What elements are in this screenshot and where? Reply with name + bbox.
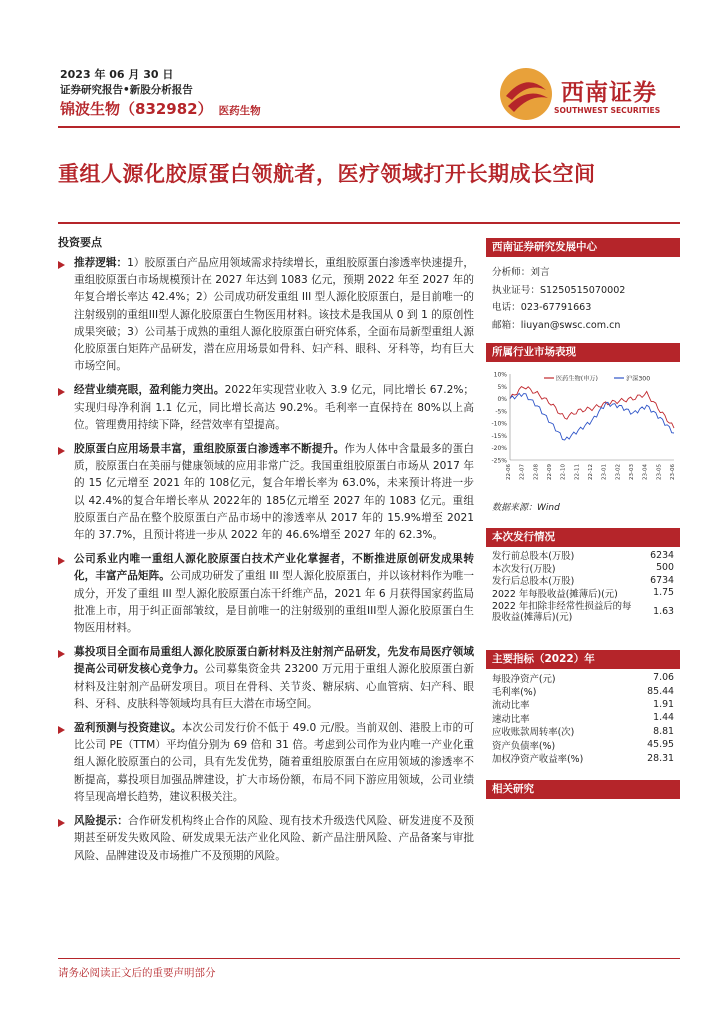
paragraph-lead: 公司系业内唯一重组人源化胶原蛋白技术产业化掌握者，不断推进原创研发成果转化，丰富产品矩阵。 [74, 553, 474, 583]
header-divider [58, 126, 680, 128]
paragraph-text: 1）胶原蛋白产品应用领域需求持续增长，重组胶原蛋白渗透率快速提升，重组胶原蛋白市场规模预计在 2027 年达到 1083 亿元，预期 2022 年至 2027 年的年复合增长率达 42.4%；2）公司成功研发重组 III 型人源化胶原蛋白，是目前唯一的注射级别的重组III型人源化胶原蛋白生物医用材料。该技术是我国从 0 到 1 的原创性成果突破；3）公司基于成熟的重组人源化胶原蛋白研究体系，全面布局新型重组人源化胶原蛋白矩阵产品研发，潜在应用场景如骨科、妇产科、眼科、牙科等，均有巨大市场空间。 [74, 257, 475, 373]
row-value: 6234 [650, 549, 674, 561]
table-row [492, 671, 674, 684]
bullet-icon [58, 819, 65, 827]
paragraph-text: 合作研发机构终止合作的风险、现有技术升级迭代风险、研发进度不及预期甚至研发失败风险、研发成果无法产业化风险、新产品注册风险、产品备案与审批风险、品牌建设及市场推广不及预期的风险。 [74, 815, 475, 862]
research-center-header: 西南证券研究发展中心 [486, 238, 680, 257]
investment-heading: 投资要点 [58, 236, 102, 249]
row-label: 应收账款周转率(次) [492, 727, 575, 739]
row-value: 500 [656, 562, 674, 574]
row-value: 7.06 [653, 672, 674, 684]
bullet-icon [58, 388, 65, 396]
investment-paragraph [58, 720, 474, 806]
row-label: 每股净资产(元) [492, 673, 556, 685]
paragraph-text: 公司募集资金共 23200 万元用于重组人源化胶原蛋白新材料及注射剂产品研发项目。项目在骨科、关节炎、糖尿病、心血管病、妇产科、眼科、牙科、皮肤科等领域均具有巨大潜在市场空间。 [74, 663, 475, 710]
row-label: 发行后总股本(万股) [492, 576, 575, 588]
x-tick-label: 22-11 [574, 464, 581, 480]
investment-paragraph [58, 382, 474, 434]
table-row [492, 725, 674, 738]
investment-body [58, 255, 474, 872]
row-value: 6734 [650, 574, 674, 586]
investment-paragraph [58, 813, 474, 865]
paragraph-lead: 推荐逻辑： [74, 257, 128, 269]
bullet-icon [58, 726, 65, 734]
footer-disclaimer[interactable]: 请务必阅读正文后的重要声明部分 [58, 967, 216, 979]
x-tick-label: 22-08 [533, 464, 540, 480]
y-tick-label: -15% [491, 432, 507, 440]
market-performance-header: 所属行业市场表现 [486, 343, 680, 362]
y-tick-label: 0% [497, 396, 507, 404]
investment-paragraph [58, 644, 474, 713]
table-row [492, 711, 674, 724]
logo-emblem-icon [498, 66, 554, 122]
report-date: 2023 年 06 月 30 日 [60, 68, 174, 81]
investment-paragraph [58, 255, 474, 375]
metrics-table [492, 671, 674, 765]
footer-divider [58, 958, 680, 959]
x-tick-label: 22-09 [547, 464, 553, 480]
row-label: 发行前总股本(万股) [492, 551, 575, 563]
y-tick-label: 10% [493, 371, 507, 379]
bullet-icon [58, 557, 65, 565]
table-row [492, 751, 674, 764]
x-tick-label: 22-12 [588, 464, 594, 480]
row-label: 加权净资产收益率(%) [492, 754, 584, 766]
table-row [492, 698, 674, 711]
table-row [492, 549, 674, 562]
logo-text-cn: 西南证券 [561, 79, 657, 106]
row-label: 本次发行(万股) [492, 563, 556, 575]
issue-table [492, 549, 674, 624]
bullet-icon [58, 447, 65, 455]
y-tick-label: 5% [497, 383, 507, 391]
table-row [492, 574, 674, 587]
chart-source: 数据来源：Wind [492, 503, 560, 513]
analyst-license: 执业证号：S1250515070002 [492, 284, 626, 296]
row-label: 流动比率 [492, 700, 530, 712]
table-row [492, 587, 674, 600]
row-label: 毛利率(%) [492, 687, 537, 699]
related-research-header: 相关研究 [486, 780, 680, 799]
metrics-header: 主要指标（2022）年 [486, 650, 680, 669]
table-row [492, 562, 674, 575]
market-chart [486, 364, 680, 492]
industry-label: 医药生物 [218, 105, 261, 117]
row-value: 1.91 [653, 698, 674, 710]
row-label: 2022 年扣除非经常性损益后的每股收益(摊薄后)(元) [492, 600, 632, 623]
stock-name [60, 98, 261, 119]
row-value: 1.75 [653, 587, 674, 599]
x-tick-label: 23-03 [629, 464, 635, 480]
analyst-name: 分析师：刘言 [492, 267, 550, 278]
paragraph-text: 2022年实现营业收入 3.9 亿元，同比增长 67.2%；实现归母净利润 1.1 亿元，同比增长高达 90.2%。毛利率一直保持在 80%以上高位。管理费用持续下降，经营效率有望提高。 [74, 384, 474, 431]
investment-paragraph [58, 441, 474, 544]
table-row [492, 738, 674, 751]
x-tick-label: 23-05 [656, 464, 663, 480]
report-type: 证券研究报告•新股分析报告 [60, 84, 193, 96]
x-tick-label: 23-02 [615, 464, 622, 480]
issue-header: 本次发行情况 [486, 528, 680, 547]
legend-label: 沪深300 [626, 375, 651, 383]
paragraph-text: 本次公司发行价不低于 49.0 元/股。当前双创、港股上市的可比公司 PE（TTM）平均值分别为 69 倍和 31 倍。考虑到公司作为业内唯一产业化重组人源化胶原蛋白的公司，具有先发优势，随着重组胶原蛋白在应用领域的渗透率不断提高，募投项目加强品牌建设，扩大市场份额，布局不同下游应用领域，公司业绩将呈现高增长趋势，建议积极关注。 [74, 722, 475, 803]
y-tick-label: -10% [491, 420, 507, 428]
logo-text-en: SOUTHWEST SECURITIES [554, 106, 661, 115]
x-tick-label: 23-06 [670, 464, 676, 480]
y-tick-label: -20% [491, 445, 507, 453]
row-label: 2022 年每股收益(摊薄后)(元) [492, 588, 618, 600]
analyst-phone: 电话：023-67791663 [492, 302, 592, 313]
x-tick-label: 22-07 [519, 464, 526, 480]
table-row [492, 599, 674, 624]
market-chart-svg [486, 364, 680, 492]
row-value: 85.44 [647, 685, 674, 697]
bullet-icon [58, 261, 65, 269]
table-row [492, 684, 674, 697]
bullet-icon [58, 650, 65, 658]
row-label: 速动比率 [492, 713, 530, 725]
paragraph-lead: 风险提示： [74, 815, 129, 828]
investment-paragraph [58, 551, 474, 637]
y-tick-label: -5% [495, 408, 507, 416]
x-tick-label: 22-06 [506, 464, 512, 480]
paragraph-lead: 募投项目全面布局重组人源化胶原蛋白新材料及注射剂产品研发，先发布局医疗领域提高公司研发核心竞争力。 [74, 646, 474, 676]
x-tick-label: 22-10 [560, 464, 567, 480]
stock-name-code: 锦波生物（832982） [60, 100, 213, 118]
row-value: 1.63 [653, 606, 674, 617]
row-label: 资产负债率(%) [492, 740, 556, 752]
row-value: 28.31 [647, 752, 674, 764]
analyst-info [492, 264, 625, 334]
paragraph-text: 公司成功研发了重组 III 型人源化胶原蛋白，并以该材料作为唯一成分，开发了重组 III 型人源化胶原蛋白冻干纤维产品，2021 年 6 月获得国家药监局批准上市，用于纠正面部皱纹，是目前唯一的注射级别的重组III型人源化胶原蛋白生物医用材料。 [74, 570, 475, 635]
paragraph-lead: 盈利预测与投资建议。 [74, 722, 182, 735]
series-line [510, 393, 674, 440]
report-title: 重组人源化胶原蛋白领航者，医疗领域打开长期成长空间 [58, 162, 596, 186]
row-value: 8.81 [653, 725, 674, 737]
analyst-email[interactable]: 邮箱：liuyan@swsc.com.cn [492, 319, 621, 331]
row-value: 1.44 [653, 712, 674, 724]
x-tick-label: 23-04 [642, 464, 649, 480]
row-value: 45.95 [647, 739, 674, 751]
y-tick-label: -25% [491, 457, 507, 465]
paragraph-lead: 胶原蛋白应用场景丰富，重组胶原蛋白渗透率不断提升。 [74, 443, 345, 456]
company-logo [498, 64, 678, 126]
x-tick-label: 23-01 [601, 464, 608, 480]
legend-label: 医药生物(申万) [556, 375, 598, 383]
title-divider [58, 222, 680, 224]
paragraph-lead: 经营业绩亮眼，盈利能力突出。 [74, 384, 225, 397]
paragraph-text: 作为人体中含量最多的蛋白质，胶原蛋白在美丽与健康领域的应用非常广泛。我国重组胶原蛋白市场从 2017 年的 15 亿元增至 2021 年的 108亿元，复合年增长率为 63.0%，未来预计将进一步以 42.4%的复合年增长率从 2022年的 185亿元增至 2027 年的 1083 亿元。重组胶原蛋白产品在整个胶原蛋白产品市场中的渗透率从 2017 年的 15.9%增至 2021 年的 37.7%，且预计将进一步从 2022 年的 46.6%增至 2027 年的 62.3%。 [74, 443, 474, 542]
